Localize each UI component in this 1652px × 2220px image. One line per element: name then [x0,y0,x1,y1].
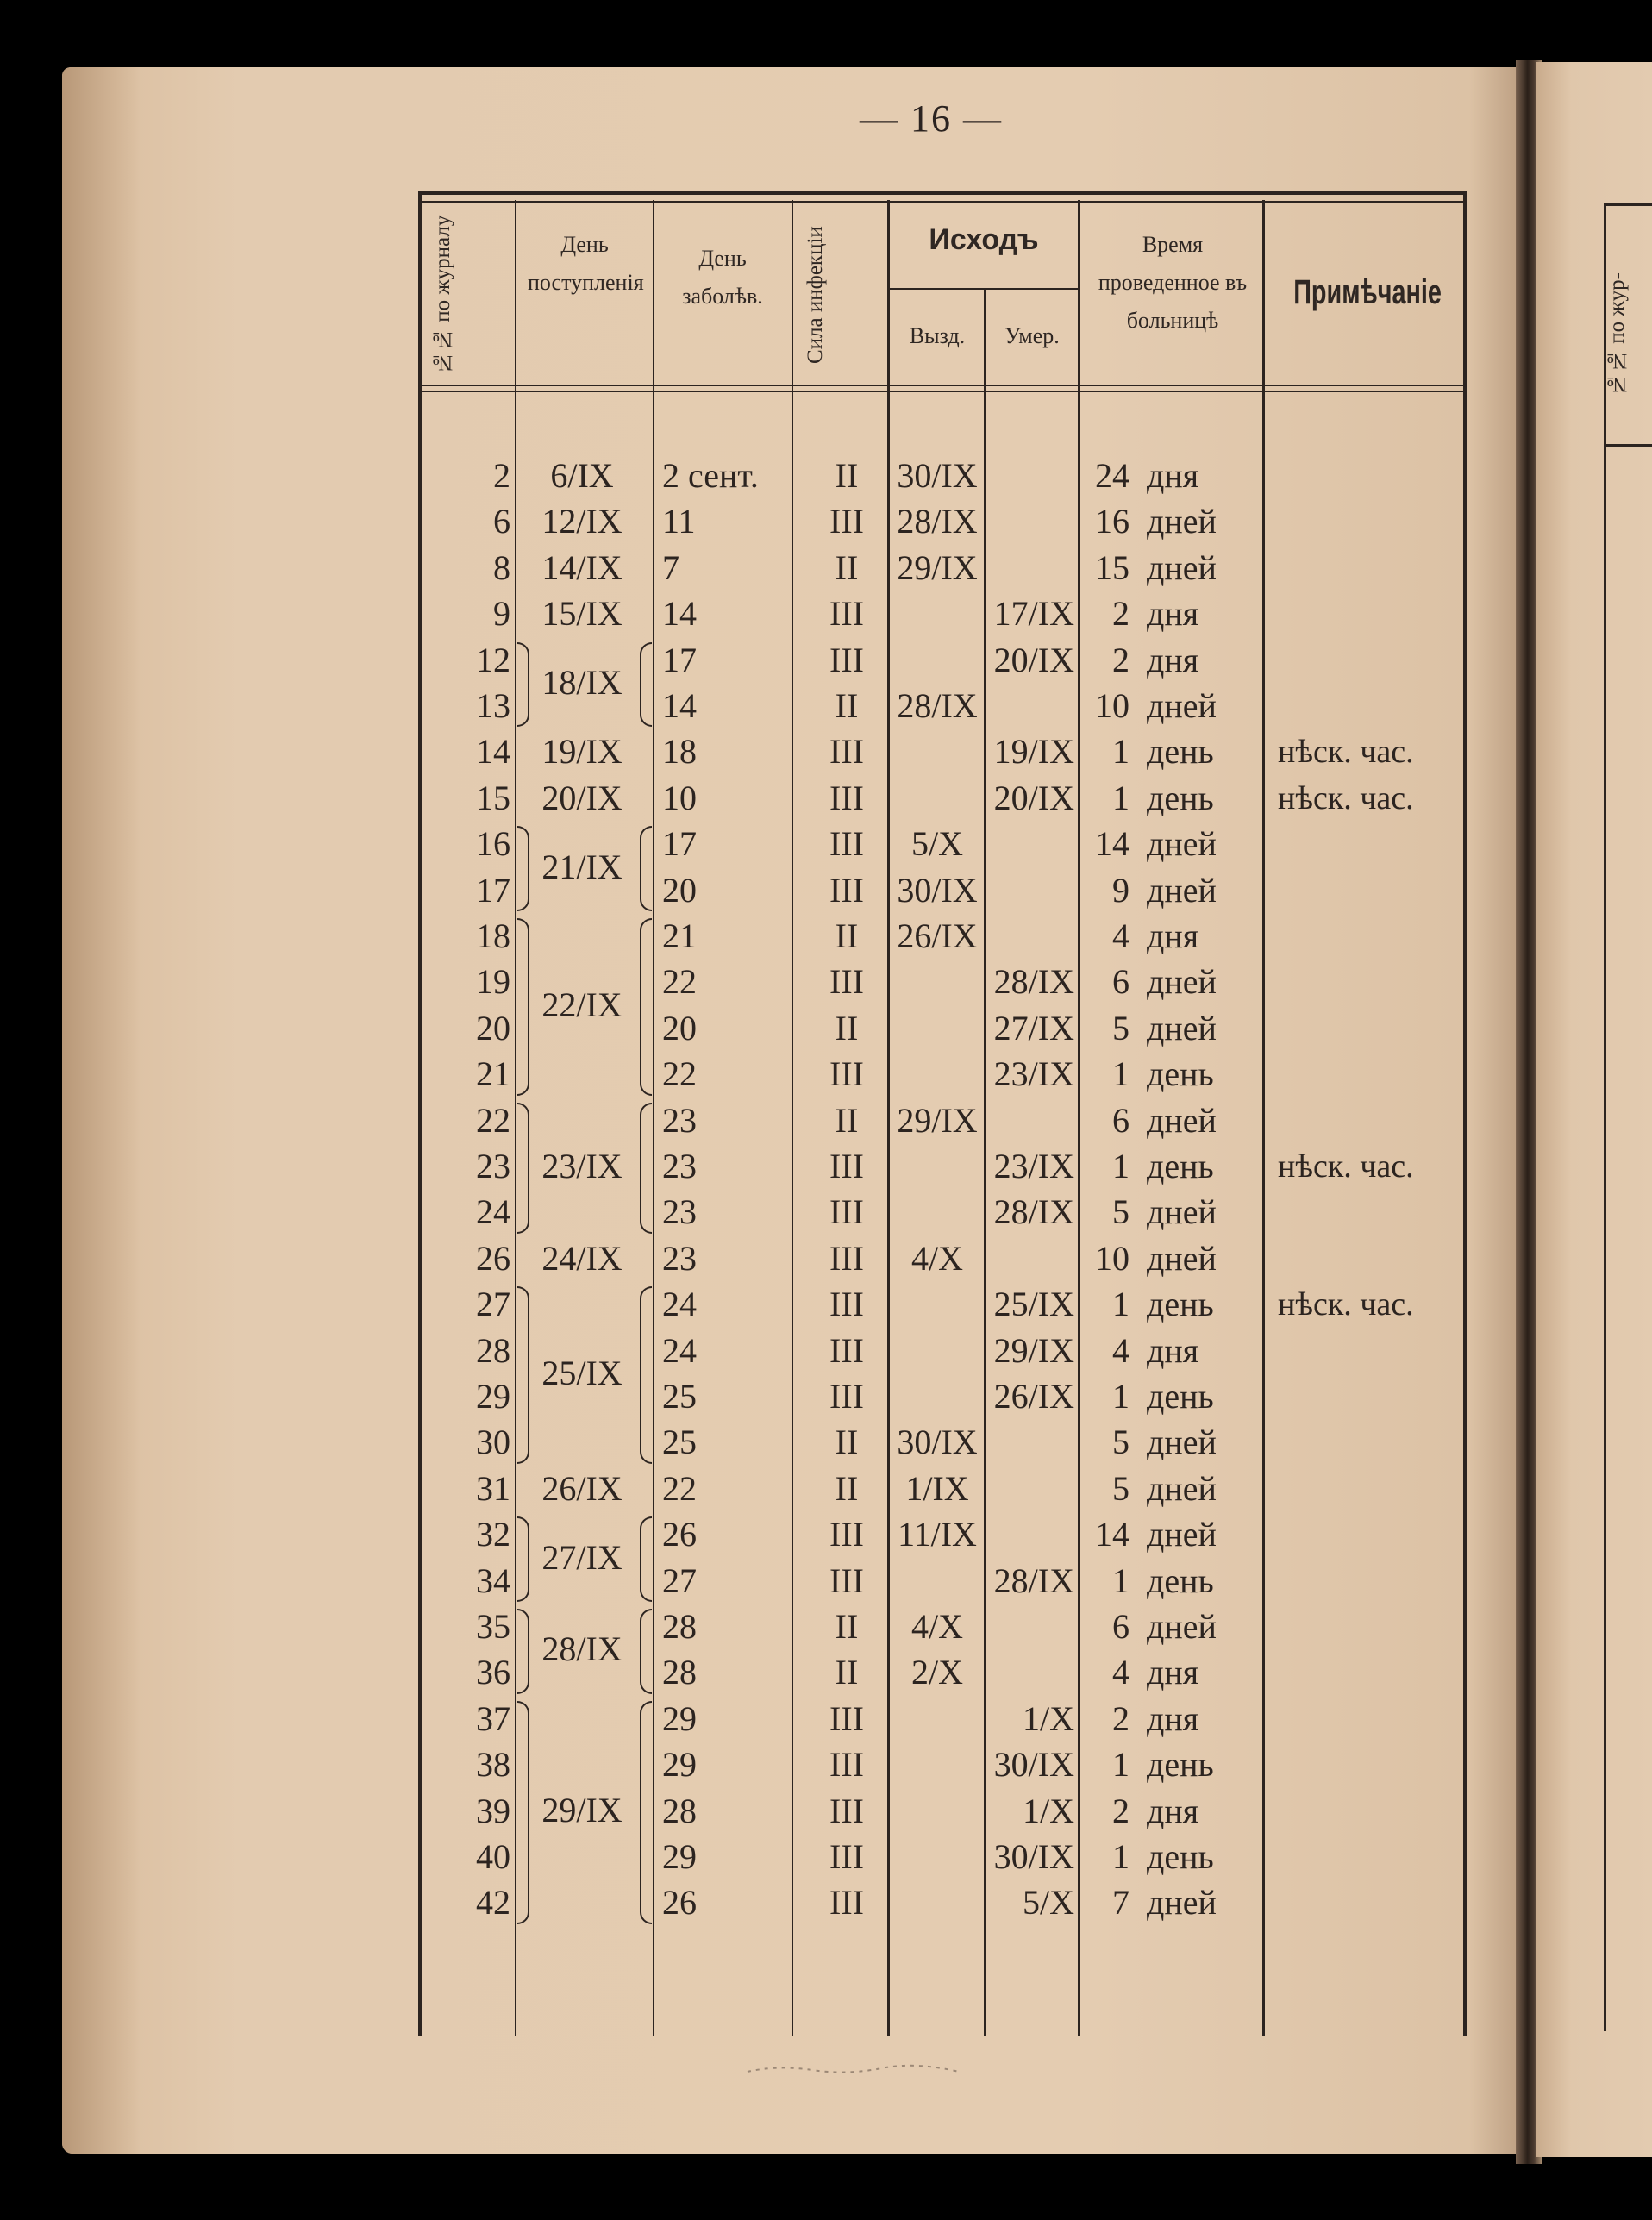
cell-days: 14 [1095,1515,1129,1554]
grouped-admission-label: 22/IX [541,985,623,1024]
cell-rec: 4/X [911,1238,963,1278]
cell-ill: 28 [662,1607,697,1646]
cell-note: нѣск. час. [1278,1286,1414,1323]
cell-days: 1 [1112,732,1129,772]
cell-sev: III [829,502,864,541]
page-number: — 16 — [860,97,1003,140]
cell-unit: дней [1147,824,1217,864]
cell-no: 16 [476,824,510,864]
cell-ill: 25 [662,1423,697,1462]
cell-sev: III [829,1515,864,1554]
cell-rec: 4/X [911,1607,963,1646]
cell-ill: 29 [662,1698,697,1738]
cell-ill: 18 [662,732,697,772]
cell-note: нѣск. час. [1278,779,1414,816]
cell-unit: дней [1147,1100,1217,1140]
cell-adm: 20/IX [541,778,623,817]
cell-days: 1 [1112,1745,1129,1785]
cell-no: 2 [493,456,510,495]
cell-sev: II [835,1423,859,1462]
cell-ill: 23 [662,1192,697,1232]
cell-die: 28/IX [993,962,1074,1002]
cell-no: 21 [476,1054,510,1094]
brace-left [517,1516,529,1602]
cell-rec: 29/IX [897,1100,978,1140]
cell-days: 5 [1112,1192,1129,1232]
cell-days: 5 [1112,1423,1129,1462]
grouped-admission-label: 29/IX [541,1791,623,1830]
facing-page-rule [1604,203,1606,2031]
cell-days: 4 [1112,1330,1129,1370]
cell-days: 16 [1095,502,1129,541]
cell-sev: III [829,778,864,817]
cell-die: 5/X [1023,1883,1074,1923]
cell-ill: 17 [662,640,697,679]
cell-die: 1/X [1023,1791,1074,1830]
grouped-admission-label: 23/IX [541,1146,623,1185]
brace-left [517,1701,529,1924]
grouped-admission-label: 25/IX [541,1354,623,1392]
cell-unit: день [1147,1745,1214,1785]
cell-die: 26/IX [993,1377,1074,1416]
cell-die: 28/IX [993,1192,1074,1232]
cell-no: 18 [476,916,510,955]
cell-ill: 22 [662,1054,697,1094]
grouped-admission-label: 27/IX [541,1537,623,1577]
cell-note: нѣск. час. [1278,1148,1414,1185]
cell-days: 10 [1095,1238,1129,1278]
cell-die: 25/IX [993,1285,1074,1324]
cell-unit: дней [1147,1238,1217,1278]
cell-ill: 24 [662,1330,697,1370]
cell-no: 38 [476,1745,510,1785]
cell-sev: II [835,686,859,725]
cell-sev: III [829,1883,864,1923]
brace-right [640,826,652,911]
cell-rec: 28/IX [897,686,978,725]
cell-ill: 27 [662,1560,697,1600]
cell-sev: III [829,1192,864,1232]
brace-left [517,1609,529,1694]
cell-adm: 12/IX [541,502,623,541]
cell-days: 4 [1112,916,1129,955]
cell-unit: день [1147,1377,1214,1416]
cell-sev: III [829,870,864,910]
cell-sev: III [829,1147,864,1185]
cell-adm: 19/IX [541,732,623,772]
cell-unit: дней [1147,686,1217,725]
cell-no: 26 [476,1238,510,1278]
cell-die: 20/IX [993,640,1074,679]
cell-die: 23/IX [993,1147,1074,1185]
cell-days: 1 [1112,1377,1129,1416]
cell-sev: III [829,1054,864,1094]
cell-sev: III [829,1560,864,1600]
cell-unit: дней [1147,1423,1217,1462]
cell-no: 8 [493,547,510,587]
cell-unit: день [1147,1837,1214,1876]
cell-no: 39 [476,1791,510,1830]
cell-ill: 20 [662,1008,697,1047]
cell-rec: 11/IX [898,1515,977,1554]
cell-days: 5 [1112,1468,1129,1508]
cell-ill: 23 [662,1147,697,1185]
brace-left [517,1286,529,1464]
facing-page-header: №№ по жур- [1605,272,1629,397]
brace-right [640,1286,652,1464]
cell-sev: III [829,1238,864,1278]
cell-no: 35 [476,1607,510,1646]
cell-days: 5 [1112,1008,1129,1047]
cell-rec: 1/IX [905,1468,969,1508]
cell-ill: 22 [662,962,697,1002]
cell-no: 12 [476,640,510,679]
cell-rec: 2/X [911,1653,963,1692]
cell-ill: 7 [662,547,679,587]
header-recovered: Вызд. [909,323,966,348]
cell-days: 6 [1112,1100,1129,1140]
cell-no: 37 [476,1698,510,1738]
cell-sev: II [835,456,859,495]
cell-adm: 14/IX [541,547,623,587]
cell-days: 2 [1112,1791,1129,1830]
cell-days: 1 [1112,1054,1129,1094]
cell-rec: 28/IX [897,502,978,541]
cell-rec: 30/IX [897,870,978,910]
cell-unit: дней [1147,547,1217,587]
header-journal-no: №№ по журналу [431,215,454,375]
grouped-admission-label: 28/IX [541,1629,623,1669]
cell-unit: дня [1147,456,1199,495]
cell-days: 10 [1095,686,1129,725]
cell-ill: 23 [662,1238,697,1278]
cell-unit: дня [1147,1698,1199,1738]
cell-ill: 10 [662,778,697,817]
cell-ill: 14 [662,686,697,725]
cell-rec: 26/IX [897,916,978,955]
cell-no: 17 [476,870,510,910]
cell-unit: дней [1147,1607,1217,1646]
cell-sev: III [829,594,864,634]
cell-unit: день [1147,732,1214,772]
cell-no: 15 [476,778,510,817]
cell-ill: 23 [662,1100,697,1140]
cell-sev: II [835,1008,859,1047]
cell-ill: 28 [662,1653,697,1692]
header-illness-day: День заболѣв. [682,246,763,310]
cell-unit: дней [1147,1468,1217,1508]
brace-right [640,1609,652,1694]
cell-days: 1 [1112,1560,1129,1600]
cell-no: 24 [476,1192,510,1232]
cell-unit: дней [1147,502,1217,541]
cell-no: 31 [476,1468,510,1508]
cell-days: 4 [1112,1653,1129,1692]
cell-adm: 24/IX [541,1238,623,1278]
header-died: Умер. [1004,323,1060,348]
cell-rec: 5/X [911,824,963,864]
cell-adm: 15/IX [541,594,623,634]
header-outcome: Исходъ [929,223,1039,256]
cell-days: 9 [1112,870,1129,910]
brace-left [517,826,529,911]
cell-unit: день [1147,1560,1214,1600]
cell-sev: II [835,1653,859,1692]
cell-unit: дня [1147,1791,1199,1830]
cell-no: 40 [476,1837,510,1876]
cell-no: 13 [476,686,510,725]
brace-left [517,642,529,728]
cell-sev: II [835,1468,859,1508]
cell-sev: III [829,1377,864,1416]
cell-die: 30/IX [993,1745,1074,1785]
cell-no: 20 [476,1008,510,1047]
cell-rec: 29/IX [897,547,978,587]
cell-unit: дня [1147,1330,1199,1370]
cell-no: 23 [476,1147,510,1185]
cell-ill: 20 [662,870,697,910]
brace-right [640,1103,652,1234]
cell-unit: дней [1147,962,1217,1002]
cell-days: 1 [1112,1147,1129,1185]
cell-ill: 29 [662,1837,697,1876]
cell-die: 20/IX [993,778,1074,817]
cell-no: 32 [476,1515,510,1554]
cell-days: 6 [1112,1607,1129,1646]
cell-ill: 26 [662,1883,697,1923]
cell-die: 27/IX [993,1008,1074,1047]
cell-sev: III [829,1791,864,1830]
cell-days: 1 [1112,778,1129,817]
cell-no: 14 [476,732,510,772]
cell-ill: 29 [662,1745,697,1785]
cell-no: 19 [476,962,510,1002]
cell-no: 28 [476,1330,510,1370]
cell-sev: III [829,962,864,1002]
cell-die: 28/IX [993,1560,1074,1600]
brace-right [640,1701,652,1924]
cell-ill: 28 [662,1791,697,1830]
cell-days: 1 [1112,1285,1129,1324]
cell-rec: 30/IX [897,1423,978,1462]
brace-left [517,918,529,1096]
brace-left [517,1103,529,1234]
cell-sev: II [835,916,859,955]
cell-die: 29/IX [993,1330,1074,1370]
brace-right [640,1516,652,1602]
header-admission-day: День поступленія [528,232,644,296]
cell-no: 34 [476,1560,510,1600]
cell-unit: день [1147,1285,1214,1324]
cell-no: 30 [476,1423,510,1462]
left-page [62,67,1528,2154]
cell-adm: 6/IX [550,456,614,495]
cell-days: 2 [1112,594,1129,634]
cell-ill: 14 [662,594,697,634]
cell-no: 6 [493,502,510,541]
cell-no: 36 [476,1653,510,1692]
cell-die: 30/IX [993,1837,1074,1876]
cell-unit: дней [1147,870,1217,910]
cell-ill: 26 [662,1515,697,1554]
cell-sev: II [835,547,859,587]
cell-days: 15 [1095,547,1129,587]
header-note: Примѣчаніе [1293,273,1442,311]
cell-unit: день [1147,1054,1214,1094]
cell-unit: дней [1147,1515,1217,1554]
cell-sev: III [829,1698,864,1738]
grouped-admission-label: 18/IX [541,663,623,702]
cell-no: 42 [476,1883,510,1923]
cell-ill: 2 сент. [662,456,759,495]
cell-sev: III [829,640,864,679]
cell-no: 29 [476,1377,510,1416]
cell-unit: дней [1147,1883,1217,1923]
cell-sev: III [829,732,864,772]
cell-sev: II [835,1607,859,1646]
cell-sev: III [829,1745,864,1785]
cell-die: 23/IX [993,1054,1074,1094]
cell-die: 17/IX [993,594,1074,634]
header-severity: Сила инфекціи [804,226,827,364]
cell-ill: 21 [662,916,697,955]
cell-sev: III [829,1285,864,1324]
cell-ill: 25 [662,1377,697,1416]
cell-die: 19/IX [993,732,1074,772]
cell-note: нѣск. час. [1278,734,1414,771]
cell-unit: дней [1147,1192,1217,1232]
cell-no: 27 [476,1285,510,1324]
brace-right [640,918,652,1096]
header-time-in-hospital: Время проведенное въ больницѣ [1098,232,1248,334]
cell-die: 1/X [1023,1698,1074,1738]
cell-sev: III [829,1330,864,1370]
cell-days: 24 [1095,456,1129,495]
brace-right [640,642,652,728]
cell-unit: дня [1147,594,1199,634]
ink-smudge [743,2056,967,2082]
cell-days: 14 [1095,824,1129,864]
cell-rec: 30/IX [897,456,978,495]
cell-unit: день [1147,1147,1214,1185]
page-edge-shadow [62,67,140,2154]
cell-ill: 24 [662,1285,697,1324]
cell-ill: 17 [662,824,697,864]
cell-no: 9 [493,594,510,634]
cell-sev: III [829,824,864,864]
cell-days: 7 [1112,1883,1129,1923]
cell-unit: дня [1147,916,1199,955]
cell-days: 1 [1112,1837,1129,1876]
cell-unit: дня [1147,640,1199,679]
cell-unit: день [1147,778,1214,817]
cell-ill: 22 [662,1468,697,1508]
cell-sev: III [829,1837,864,1876]
cell-days: 2 [1112,1698,1129,1738]
grouped-admission-label: 21/IX [541,847,623,886]
cell-adm: 26/IX [541,1468,623,1508]
cell-days: 2 [1112,640,1129,679]
cell-no: 22 [476,1100,510,1140]
cell-ill: 11 [662,502,696,541]
cell-unit: дней [1147,1008,1217,1047]
cell-sev: II [835,1100,859,1140]
cell-days: 6 [1112,962,1129,1002]
cell-unit: дня [1147,1653,1199,1692]
